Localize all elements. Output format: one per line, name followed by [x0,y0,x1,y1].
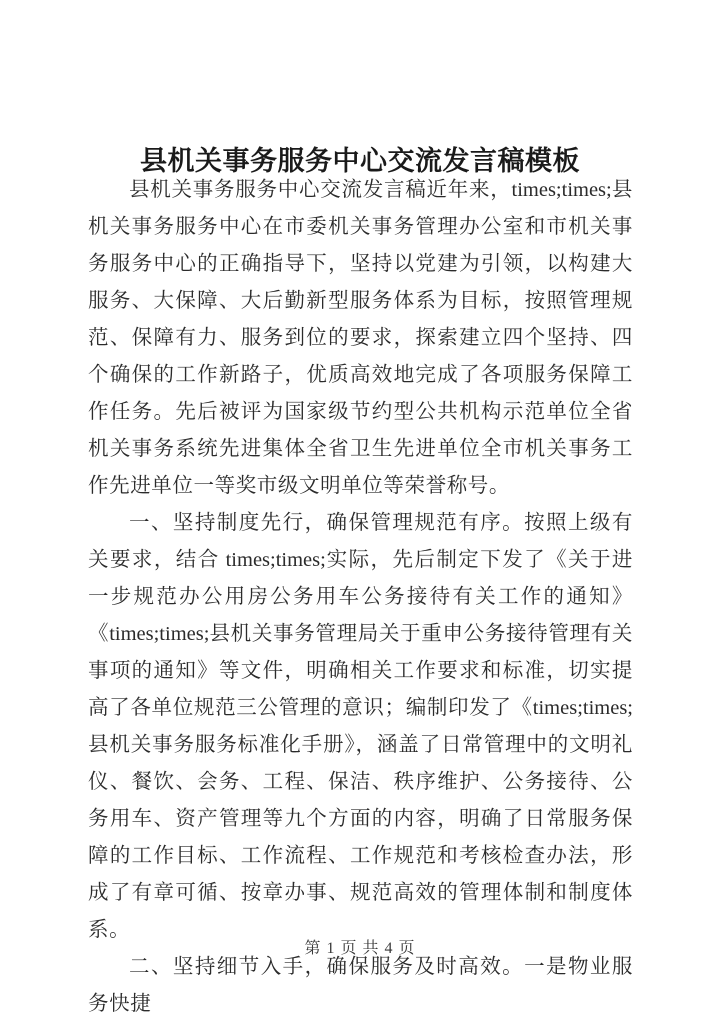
latin-run: times;times; [109,623,210,645]
latin-run: times;times; [532,697,633,719]
latin-run: times;times; [511,179,612,201]
page-number-footer: 第 1 页 共 4 页 [304,940,416,957]
paragraph-section-two: 二、坚持细节入手，确保服务及时高效。一是物业服务快捷 [88,956,633,1015]
document-body [88,172,633,1018]
latin-run: times;times; [219,549,326,571]
paragraph-intro: 县机关事务服务中心交流发言稿近年来，times;times;县机关事务服务中心在市委机关事务管理办公室和市机关事务服务中心的正确指导下，坚持以党建为引领，以构建大服务、大保障、大后勤新型服务体系为目标，按照管理规范、保障有力、服务到位的要求，探索建立四个坚持、四个确保的工作新路子，优质高效地完成了各项服务保障工作任务。先后被评为国家级节约型公共机构示范单位全省机关事务系统先进集体全省卫生先进单位全市机关事务工作先进单位一等奖市级文明单位等荣誉称号。 [88,179,633,497]
page-title: 县机关事务服务中心交流发言稿模板 [140,146,580,177]
paragraph-section-one: 一、坚持制度先行，确保管理规范有序。按照上级有关要求，结合 times;times;实际，先后制定下发了《关于进一步规范办公用房公务用车公务接待有关工作的通知》《times;times;县机关事务管理局关于重申公务接待管理有关事项的通知》等文件，明确相关工作要求和标准，切实提高了各单位规范三公管理的意识；编制印发了《times;times;县机关事务服务标准化手册》，涵盖了日常管理中的文明礼仪、餐饮、会务、工程、保洁、秩序维护、公务接待、公务用车、资产管理等九个方面的内容，明确了日常服务保障的工作目标、工作流程、工作规范和考核检查办法，形成了有章可循、按章办事、规范高效的管理体制和制度体系。 [88,512,633,941]
